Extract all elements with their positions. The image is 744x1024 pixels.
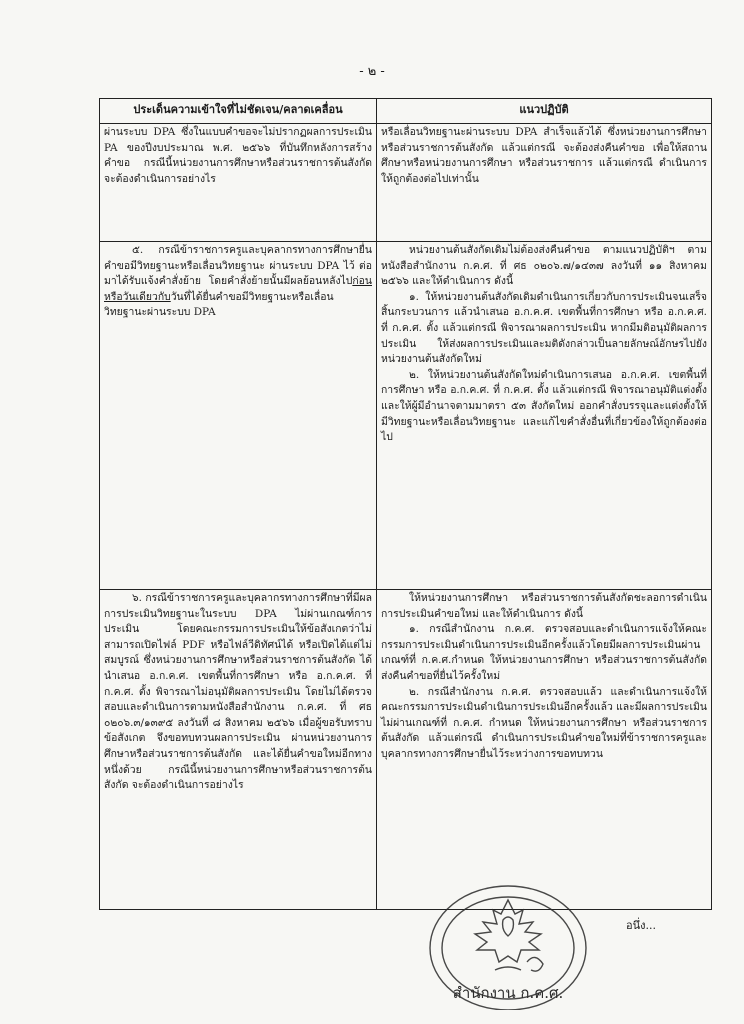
issue-cell — [100, 124, 377, 242]
header-issue: ประเด็นความเข้าใจที่ไม่ชัดเจน/คลาดเคลื่อน — [100, 99, 377, 124]
guideline-intro: ให้หน่วยงานการศึกษา หรือส่วนราชการต้นสังกัดชะลอการดำเนินการประเมินคำขอใหม่ และให้ดำเนินการ ดังนี้ — [381, 592, 707, 620]
issue-text — [104, 243, 372, 321]
garuda-emblem — [475, 900, 541, 962]
table-row — [100, 124, 712, 242]
table-row — [100, 242, 712, 590]
guideline-text: หรือเลื่อนวิทยฐานะผ่านระบบ DPA สำเร็จแล้วได้ ซึ่งหน่วยงานการศึกษา หรือส่วนราชการต้นสังกัด แล้วแต่กรณี จะต้องส่งคืนคำขอ เพื่อให้สถานศึกษาหรือหน่วยงานการศึกษา หรือส่วนราชการ แล้วแต่กรณี ดำเนินการให้ถูกต้องต่อไปเท่านั้น — [381, 126, 707, 185]
issue-cell — [100, 590, 377, 910]
table-header-row — [100, 99, 712, 124]
guideline-cell — [377, 124, 712, 242]
seal-text: สำนักงาน ก.ค.ศ. — [452, 984, 564, 1002]
issue-text: ๖. กรณีข้าราชการครูและบุคลากรทางการศึกษาที่มีผลการประเมินวิทยฐานะในระบบ DPA ไม่ผ่านเกณฑ์การประเมิน โดยคณะกรรมการประเมินให้ข้อสังเกตว่าไม่สามารถเปิดไฟล์ PDF หรือไฟล์วีดิทัศน์ได้ หรือเปิดได้แต่ไม่สมบูรณ์ ซึ่งหน่วยงานการศึกษาหรือส่วนราชการต้นสังกัด ได้นำเสนอ อ.ก.ค.ศ. เขตพื้นที่การศึกษา หรือ อ.ก.ค.ศ. ที่ ก.ค.ศ. ตั้ง พิจารณาไม่อนุมัติผลการประเมิน โดยไม่ได้ตรวจสอบและดำเนินการตามหนังสือสำนักงาน ก.ค.ศ. ที่ ศธ ๐๒๐๖.๓/๑๓๙๕ ลงวันที่ ๘ สิงหาคม ๒๕๖๖ เมื่อผู้ขอรับทราบข้อสังเกต จึงขอทบทวนผลการประเมิน ผ่านหน่วยงานการศึกษาหรือส่วนราชการต้นสังกัด และได้ยื่นคำขอใหม่อีกทางหนึ่งด้วย กรณีนี้หน่วยงานการศึกษาหรือส่วนราชการต้นสังกัด จะต้องดำเนินการอย่างไร — [104, 592, 372, 792]
table-row — [100, 590, 712, 910]
official-seal-stamp — [425, 870, 591, 1010]
issue-text-part-a: ๕. กรณีข้าราชการครูและบุคลากรทางการศึกษายื่นคำขอมีวิทยฐานะหรือเลื่อนวิทยฐานะ ผ่านระบบ DPA ไว้ ต่อมาได้รับแจ้งคำสั่งย้าย โดยคำสั่งย้ายนั้นมีผลย้อนหลังไป — [104, 244, 372, 288]
continuation-marker: อนึ่ง... — [626, 919, 656, 932]
guideline-cell — [377, 590, 712, 910]
issue-cell — [100, 242, 377, 590]
guidance-table — [99, 98, 712, 910]
header-guideline: แนวปฏิบัติ — [377, 99, 712, 124]
guideline-intro: หน่วยงานต้นสังกัดเดิมไม่ต้องส่งคืนคำขอ ตามแนวปฏิบัติฯ ตามหนังสือสำนักงาน ก.ค.ศ. ที่ ศธ ๐๒๐๖.๗/๑๔๓๗ ลงวันที่ ๑๑ สิงหาคม ๒๕๖๖ และให้ดำเนินการ ดังนี้ — [381, 244, 707, 288]
issue-text-underlined: ก่อนหรือวันเดียวกับ — [104, 275, 372, 303]
page-number: - ๒ - — [359, 64, 385, 79]
guideline-item-1: ๑. ให้หน่วยงานต้นสังกัดเดิมดำเนินการเกี่ยวกับการประเมินจนเสร็จสิ้นกระบวนการ แล้วนำเสนอ อ.ก.ค.ศ. เขตพื้นที่การศึกษา หรือ อ.ก.ค.ศ. ที่ ก.ค.ศ. ตั้ง แล้วแต่กรณี พิจารณาผลการประเมิน หากมีมติอนุมัติผลการประเมิน ให้ส่งผลการประเมินและมติดังกล่าวเป็นลายลักษณ์อักษรไปยังหน่วยงานต้นสังกัดใหม่ — [381, 290, 707, 366]
guideline-item-2: ๒. ให้หน่วยงานต้นสังกัดใหม่ดำเนินการเสนอ อ.ก.ค.ศ. เขตพื้นที่การศึกษา หรือ อ.ก.ค.ศ. ที่ ก.ค.ศ. ตั้ง แล้วแต่กรณี พิจารณาอนุมัติแต่งตั้ง และให้ผู้มีอำนาจตามมาตรา ๕๓ สังกัดใหม่ ออกคำสั่งบรรจุและแต่งตั้งให้มีวิทยฐานะหรือเลื่อนวิทยฐานะ และแก้ไขคำสั่งอื่นที่เกี่ยวข้องให้ถูกต้องต่อไป — [381, 368, 707, 444]
signature-scribble — [527, 957, 543, 971]
guideline-cell — [377, 242, 712, 590]
guideline-item-1: ๑. กรณีสำนักงาน ก.ค.ศ. ตรวจสอบและดำเนินการแจ้งให้คณะกรรมการประเมินดำเนินการประเมินอีกครั้งแล้วโดยมีผลการประเมินผ่านเกณฑ์ที่ ก.ค.ศ.กำหนด ให้หน่วยงานการศึกษา หรือส่วนราชการต้นสังกัดส่งคืนคำขอที่ยื่นไว้ครั้งใหม่ — [381, 623, 707, 682]
issue-text: ผ่านระบบ DPA ซึ่งในแบบคำขอจะไม่ปรากฏผลการประเมิน PA ของปีงบประมาณ พ.ศ. ๒๕๖๖ ที่บันทึกหลังการสร้างคำขอ กรณีนี้หน่วยงานการศึกษาหรือส่วนราชการต้นสังกัดจะต้องดำเนินการอย่างไร — [104, 126, 372, 185]
issue-text-part-b: วันที่ได้ยื่นคำขอมีวิทยฐานะหรือเลื่อนวิทยฐานะผ่านระบบ DPA — [104, 290, 334, 319]
guideline-item-2: ๒. กรณีสำนักงาน ก.ค.ศ. ตรวจสอบแล้ว และดำเนินการแจ้งให้คณะกรรมการประเมินดำเนินการประเมินอีกครั้งแล้ว และมีผลการประเมินไม่ผ่านเกณฑ์ที่ ก.ค.ศ. กำหนด ให้หน่วยงานการศึกษา หรือส่วนราชการต้นสังกัด แล้วแต่กรณี ดำเนินการประเมินคำขอใหม่ที่ข้าราชการครูและบุคลากรทางการศึกษายื่นไว้ระหว่างการขอทบทวน — [381, 685, 708, 760]
